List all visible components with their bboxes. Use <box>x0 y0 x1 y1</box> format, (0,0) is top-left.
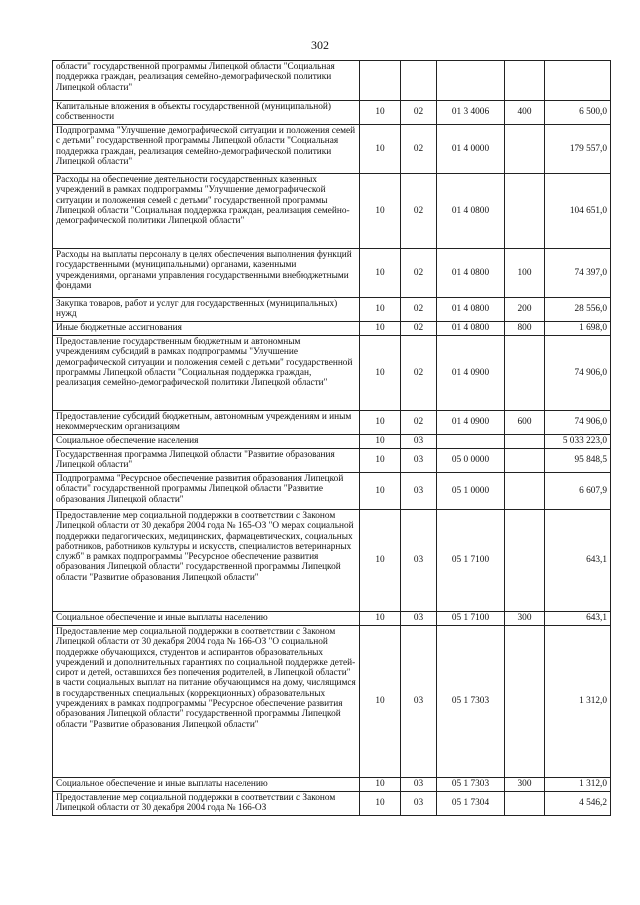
row-target-article: 01 4 0800 <box>437 249 505 298</box>
row-description: Расходы на выплаты персоналу в целях обеспечения выполнения функций государственными (муниципальными) органами, казенными учреждениями, органами управления государственными внебюджетными фондами <box>53 249 360 298</box>
row-expense-type <box>505 449 545 473</box>
row-target-article: 05 1 7100 <box>437 612 505 626</box>
row-amount: 4 546,2 <box>545 792 611 816</box>
row-subsection: 02 <box>401 411 437 435</box>
row-section: 10 <box>360 510 401 612</box>
row-expense-type <box>505 510 545 612</box>
row-description: Подпрограмма "Ресурсное обеспечение развития образования Липецкой области" государственной программы Липецкой области "Развитие образования Липецкой области" <box>53 473 360 510</box>
row-expense-type: 400 <box>505 101 545 125</box>
table-row <box>53 336 611 411</box>
table-row <box>53 435 611 449</box>
row-description: Социальное обеспечение и иные выплаты населению <box>53 778 360 792</box>
row-section: 10 <box>360 411 401 435</box>
row-subsection: 03 <box>401 626 437 778</box>
row-target-article: 05 1 7303 <box>437 778 505 792</box>
row-section: 10 <box>360 336 401 411</box>
table-row <box>53 322 611 336</box>
row-description: области" государственной программы Липецкой области "Социальная поддержка граждан, реализация семейно-демографической политики Липецкой области" <box>53 61 360 101</box>
row-section: 10 <box>360 473 401 510</box>
row-section: 10 <box>360 101 401 125</box>
row-target-article: 05 1 7303 <box>437 626 505 778</box>
row-description: Иные бюджетные ассигнования <box>53 322 360 336</box>
row-subsection: 03 <box>401 510 437 612</box>
row-target-article: 01 4 0800 <box>437 298 505 322</box>
row-subsection: 03 <box>401 449 437 473</box>
row-target-article <box>437 61 505 101</box>
row-expense-type: 300 <box>505 778 545 792</box>
row-description: Расходы на обеспечение деятельности государственных казенных учреждений в рамках подпрограммы "Улучшение демографической ситуации и положения семей с детьми" государственной программы Липецкой области "Социальная поддержка граждан, реализация семейно-демографической политики Липецкой области" <box>53 174 360 249</box>
table-row <box>53 612 611 626</box>
row-expense-type <box>505 473 545 510</box>
row-section: 10 <box>360 125 401 174</box>
row-target-article: 05 0 0000 <box>437 449 505 473</box>
row-expense-type <box>505 435 545 449</box>
table-row <box>53 125 611 174</box>
row-expense-type <box>505 626 545 778</box>
row-subsection: 02 <box>401 249 437 298</box>
row-description: Подпрограмма "Улучшение демографической ситуации и положения семей с детьми" государственной программы Липецкой области "Социальная поддержка граждан, реализация семейно-демографической политики Липецкой области" <box>53 125 360 174</box>
row-description: Капитальные вложения в объекты государственной (муниципальной) собственности <box>53 101 360 125</box>
row-subsection: 02 <box>401 125 437 174</box>
row-section: 10 <box>360 626 401 778</box>
row-expense-type: 300 <box>505 612 545 626</box>
table-row <box>53 778 611 792</box>
row-amount: 74 906,0 <box>545 336 611 411</box>
row-section <box>360 61 401 101</box>
row-description: Закупка товаров, работ и услуг для государственных (муниципальных) нужд <box>53 298 360 322</box>
row-description: Социальное обеспечение населения <box>53 435 360 449</box>
row-target-article: 01 4 0900 <box>437 336 505 411</box>
row-section: 10 <box>360 174 401 249</box>
row-description: Государственная программа Липецкой области "Развитие образования Липецкой области" <box>53 449 360 473</box>
row-expense-type <box>505 336 545 411</box>
page-number: 302 <box>311 38 329 52</box>
row-description: Предоставление государственным бюджетным и автономным учреждениям субсидий в рамках подпрограммы "Улучшение демографической ситуации и положения семей с детьми" государственной программы Липецкой области "Социальная поддержка граждан, реализация семейно-демографической политики Липецкой области" <box>53 336 360 411</box>
table-row <box>53 411 611 435</box>
row-amount <box>545 61 611 101</box>
row-amount: 6 500,0 <box>545 101 611 125</box>
table-row <box>53 298 611 322</box>
row-amount: 74 397,0 <box>545 249 611 298</box>
row-subsection <box>401 61 437 101</box>
row-amount: 1 312,0 <box>545 626 611 778</box>
row-description: Предоставление мер социальной поддержки в соответствии с Законом Липецкой области от 30 декабря 2004 года № 165-ОЗ "О мерах социальной поддержки педагогических, медицинских, фармацевтических, социальных работников, работников культуры и искусств, специалистов ветеринарных служб" в рамках подпрограммы "Ресурсное обеспечение развития образования Липецкой области" государственной программы Липецкой области "Развитие образования Липецкой области" <box>53 510 360 612</box>
row-amount: 643,1 <box>545 510 611 612</box>
table-row <box>53 174 611 249</box>
row-expense-type: 200 <box>505 298 545 322</box>
row-target-article: 01 4 0000 <box>437 125 505 174</box>
row-amount: 1 698,0 <box>545 322 611 336</box>
row-amount: 643,1 <box>545 612 611 626</box>
row-description: Социальное обеспечение и иные выплаты населению <box>53 612 360 626</box>
row-section: 10 <box>360 792 401 816</box>
table-row <box>53 626 611 778</box>
row-target-article: 05 1 0000 <box>437 473 505 510</box>
row-description: Предоставление мер социальной поддержки в соответствии с Законом Липецкой области от 30 декабря 2004 года № 166-ОЗ <box>53 792 360 816</box>
row-target-article: 05 1 7304 <box>437 792 505 816</box>
row-target-article <box>437 435 505 449</box>
row-amount: 179 557,0 <box>545 125 611 174</box>
row-subsection: 02 <box>401 322 437 336</box>
row-target-article: 01 4 0900 <box>437 411 505 435</box>
row-target-article: 01 4 0800 <box>437 174 505 249</box>
row-amount: 6 607,9 <box>545 473 611 510</box>
row-amount: 95 848,5 <box>545 449 611 473</box>
row-subsection: 02 <box>401 298 437 322</box>
row-description: Предоставление субсидий бюджетным, автономным учреждениям и иным некоммерческим организациям <box>53 411 360 435</box>
table-row <box>53 61 611 101</box>
row-target-article: 01 4 0800 <box>437 322 505 336</box>
table-row <box>53 449 611 473</box>
row-expense-type: 800 <box>505 322 545 336</box>
row-amount: 74 906,0 <box>545 411 611 435</box>
row-section: 10 <box>360 322 401 336</box>
row-subsection: 03 <box>401 612 437 626</box>
row-target-article: 01 3 4006 <box>437 101 505 125</box>
row-subsection: 02 <box>401 174 437 249</box>
row-expense-type: 600 <box>505 411 545 435</box>
row-amount: 5 033 223,0 <box>545 435 611 449</box>
row-section: 10 <box>360 778 401 792</box>
row-description: Предоставление мер социальной поддержки в соответствии с Законом Липецкой области от 30 декабря 2004 года № 166-ОЗ "О социальной поддержке обучающихся, студентов и аспирантов образовательных учреждений и дополнительных гарантиях по социальной поддержке детей-сирот и детей, оставшихся без попечения родителей, в Липецкой области" в части социальных выплат на питание обучающимся на дому, числящимся в государственных специальных (коррекционных) образовательных учреждениях в рамках подпрограммы "Ресурсное обеспечение развития образования Липецкой области" государственной программы Липецкой области "Развитие образования Липецкой области" <box>53 626 360 778</box>
row-amount: 1 312,0 <box>545 778 611 792</box>
table-row <box>53 473 611 510</box>
row-section: 10 <box>360 249 401 298</box>
budget-table <box>52 60 611 816</box>
row-section: 10 <box>360 435 401 449</box>
row-subsection: 02 <box>401 101 437 125</box>
row-expense-type <box>505 61 545 101</box>
row-amount: 28 556,0 <box>545 298 611 322</box>
row-subsection: 03 <box>401 792 437 816</box>
table-row <box>53 510 611 612</box>
row-expense-type <box>505 174 545 249</box>
row-section: 10 <box>360 298 401 322</box>
row-subsection: 03 <box>401 435 437 449</box>
row-section: 10 <box>360 612 401 626</box>
row-expense-type <box>505 125 545 174</box>
row-subsection: 03 <box>401 473 437 510</box>
row-section: 10 <box>360 449 401 473</box>
table-row <box>53 792 611 816</box>
row-target-article: 05 1 7100 <box>437 510 505 612</box>
table-row <box>53 249 611 298</box>
row-subsection: 03 <box>401 778 437 792</box>
budget-table-body <box>53 61 611 816</box>
row-expense-type <box>505 792 545 816</box>
table-row <box>53 101 611 125</box>
row-expense-type: 100 <box>505 249 545 298</box>
row-subsection: 02 <box>401 336 437 411</box>
row-amount: 104 651,0 <box>545 174 611 249</box>
